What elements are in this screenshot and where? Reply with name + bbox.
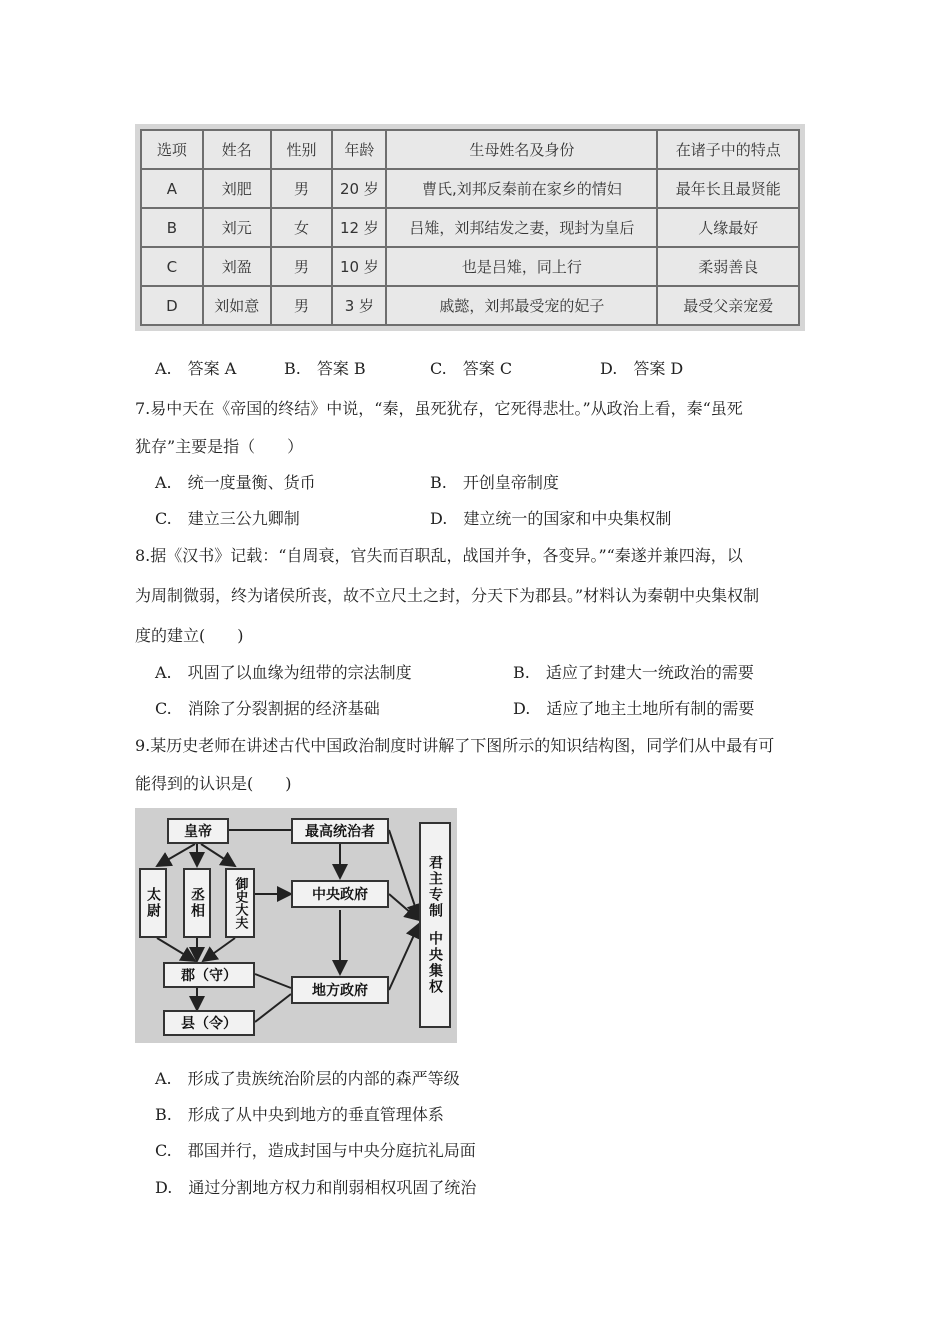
table-cell: 12 岁 [332,208,386,247]
arrow [203,938,235,961]
arrow [389,924,419,990]
q7-option-a[interactable]: A. 统一度量衡、货币 [155,473,316,492]
table-header-row [141,130,799,169]
central-gov-box: 中央政府 [291,880,389,908]
q9-option-a[interactable]: A. 形成了贵族统治阶层的内部的森严等级 [155,1069,460,1088]
table-cell: 男 [271,169,333,208]
chengxiang-box: 丞相 [183,868,211,938]
table-header: 姓名 [203,130,271,169]
q8-stem: 8.据《汉书》记载：“自周衰，官失而百职乱，战国并争，各变异。”“秦遂并兼四海，以 [135,546,743,565]
table-cell: 最受父亲宠爱 [657,286,799,325]
arrow [201,844,235,866]
local-gov-box: 地方政府 [291,976,389,1004]
q9-stem: 能得到的认识是( ) [135,774,292,793]
q8-option-a[interactable]: A. 巩固了以血缘为纽带的宗法制度 [155,663,412,682]
q9-option-d[interactable]: D. 通过分割地方权力和削弱相权巩固了统治 [155,1178,477,1197]
table-cell: 20 岁 [332,169,386,208]
table-row [141,208,799,247]
table-cell: 柔弱善良 [657,247,799,286]
q6-option-c[interactable]: C. 答案 C [430,359,513,378]
table-cell: A [141,169,203,208]
table-cell: 曹氏,刘邦反秦前在家乡的情妇 [386,169,657,208]
q9-structure-diagram [135,808,457,1043]
emperor-box: 皇帝 [167,818,229,844]
q8-option-d[interactable]: D. 适应了地主土地所有制的需要 [513,699,755,718]
table-cell: 10 岁 [332,247,386,286]
arrow [157,938,195,961]
connector-line [255,974,291,988]
side-label-top: 君主专制 [427,855,443,919]
table-cell: 刘元 [203,208,271,247]
table-cell: 3 岁 [332,286,386,325]
q6-option-d[interactable]: D. 答案 D [600,359,684,378]
yushi-box: 御史大夫 [225,868,255,938]
table-header: 在诸子中的特点 [657,130,799,169]
side-label-bottom: 中央集权 [427,931,443,995]
q7-stem: 犹存”主要是指（ ） [135,437,304,456]
q8-stem: 度的建立( ) [135,626,244,645]
table-cell: 也是吕雉，同上行 [386,247,657,286]
table-cell: 刘如意 [203,286,271,325]
table-cell: B [141,208,203,247]
q6-option-a[interactable]: A. 答案 A [155,359,237,378]
q6-table-figure [135,124,805,331]
q8-stem: 为周制微弱，终为诸侯所丧，故不立尺土之封，分天下为郡县。”材料认为秦朝中央集权制 [135,586,760,605]
xian-box: 县（令） [163,1010,255,1036]
table-row [141,247,799,286]
q7-option-b[interactable]: B. 开创皇帝制度 [430,473,559,492]
supreme-ruler-box: 最高统治者 [291,818,389,844]
table-cell: C [141,247,203,286]
connector-line [255,994,291,1022]
q8-option-b[interactable]: B. 适应了封建大一统政治的需要 [513,663,754,682]
table-cell: 最年长且最贤能 [657,169,799,208]
table-header: 年龄 [332,130,386,169]
table-cell: D [141,286,203,325]
table-header: 选项 [141,130,203,169]
table-cell: 戚懿，刘邦最受宠的妃子 [386,286,657,325]
q9-option-b[interactable]: B. 形成了从中央到地方的垂直管理体系 [155,1105,444,1124]
table-row [141,169,799,208]
table-cell: 男 [271,286,333,325]
q6-table [140,129,800,326]
q6-option-b[interactable]: B. 答案 B [284,359,366,378]
side-summary-box [419,822,451,1028]
table-cell: 女 [271,208,333,247]
arrow [389,830,419,918]
arrow [157,844,195,866]
q7-option-c[interactable]: C. 建立三公九卿制 [155,509,300,528]
taiwei-box: 太尉 [139,868,167,938]
q8-option-c[interactable]: C. 消除了分裂割据的经济基础 [155,699,380,718]
table-cell: 刘肥 [203,169,271,208]
table-header: 生母姓名及身份 [386,130,657,169]
table-row [141,286,799,325]
table-cell: 刘盈 [203,247,271,286]
table-header: 性别 [271,130,333,169]
table-cell: 人缘最好 [657,208,799,247]
table-cell: 吕雉，刘邦结发之妻，现封为皇后 [386,208,657,247]
q9-stem: 9.某历史老师在讲述古代中国政治制度时讲解了下图所示的知识结构图，同学们从中最有可 [135,736,775,755]
table-cell: 男 [271,247,333,286]
q7-option-d[interactable]: D. 建立统一的国家和中央集权制 [430,509,672,528]
q7-stem: 7.易中天在《帝国的终结》中说，“秦，虽死犹存，它死得悲壮。”从政治上看，秦“虽死 [135,399,743,418]
q9-option-c[interactable]: C. 郡国并行，造成封国与中央分庭抗礼局面 [155,1141,476,1160]
jun-box: 郡（守） [163,962,255,988]
